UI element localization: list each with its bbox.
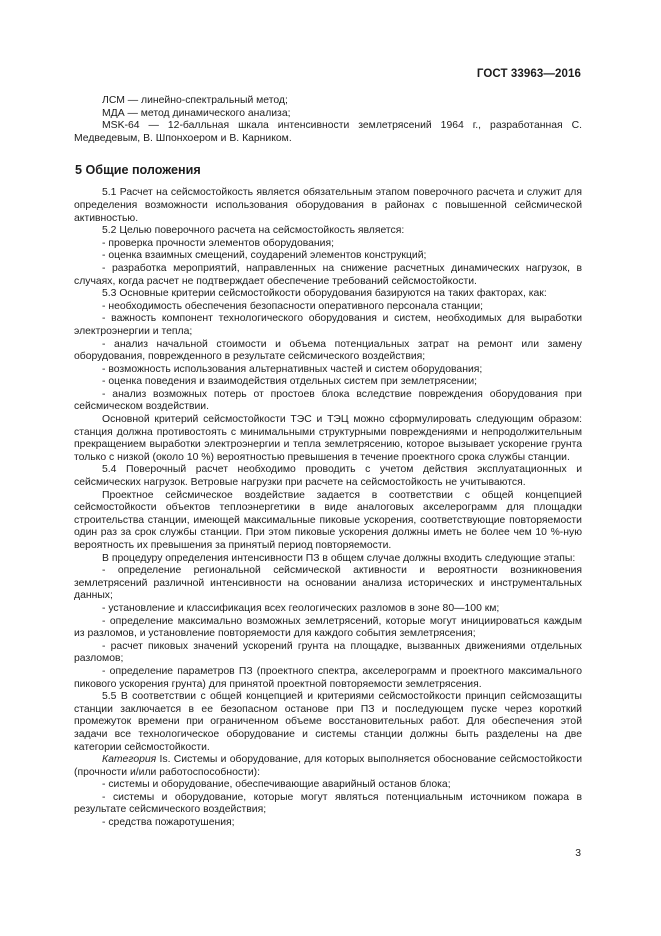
paragraph: 5.1 Расчет на сейсмостойкость является обязательным этапом поверочного расчета и служит для определения возможности использования оборудования в районах с повышенной сейсмической активностью. xyxy=(74,187,582,224)
category-label: Категория xyxy=(102,754,157,766)
list-item: - возможность использования альтернативных частей и систем оборудования; xyxy=(102,363,483,375)
list-item: - оценка взаимных смещений, соударений элементов конструкций; xyxy=(102,250,427,262)
list-item: - расчет пиковых значений ускорений грунта на площадке, вызванных движениями отдельных разломов; xyxy=(74,640,582,665)
abbreviation-line: MSK-64 — 12-балльная шкала интенсивности землетрясений 1964 г., разработанная С. Медведевым, В. Шпонхоером и В. Карником. xyxy=(74,120,582,144)
list-item: - определение региональной сейсмической активности и вероятности возникновения землетрясений различной интенсивности на основании анализа исторических и инструментальных данных; xyxy=(74,565,582,602)
list-item: - анализ возможных потерь от простоев блока вследствие повреждения оборудования при сейсмическом воздействии. xyxy=(74,388,582,413)
section-title: 5 Общие положения xyxy=(75,163,201,178)
paragraph: 5.3 Основные критерии сейсмостойкости оборудования базируются на таких факторах, как: xyxy=(102,288,547,300)
paragraph: 5.5 В соответствии с общей концепцией и критериями сейсмостойкости принцип сейсмозащиты станции заключается в ее безопасном останове при ПЗ и последующем пуске через короткий промежуток времени при ограниченном объеме восстановительных работ. Для обеспечения этой задачи все технологическое оборудование и системы станции должны быть разделены на две категории сейсмостойкости. xyxy=(74,691,582,753)
paragraph: Проектное сейсмическое воздействие задается в соответствии с общей концепцией сейсмостойкости объектов теплоэнергетики в виде аналоговых акселерограмм для площадки строительства станции, имеющей максимальные пиковые ускорения, соответствующие повторяемости один раз за срок службы станции. При этом пиковые ускорения должны иметь не более чем 10 %-ную вероятность их превышения за принятый период повторяемости. xyxy=(74,489,582,551)
list-item: - важность компонент технологического оборудования и систем, необходимых для выработки электроэнергии и тепла; xyxy=(74,313,582,337)
list-item: - установление и классификация всех геологических разломов в зоне 80—100 км; xyxy=(102,602,500,614)
abbreviation-line: ЛСМ — линейно-спектральный метод; xyxy=(102,95,288,106)
category-text: Is. Системы и оборудование, для которых выполняется обоснование сейсмостойкости (прочности и/или работоспособности): xyxy=(74,754,582,778)
page-number: 3 xyxy=(575,848,581,859)
paragraph: 5.4 Поверочный расчет необходимо проводить с учетом действия эксплуатационных и сейсмических нагрузок. Ветровые нагрузки при расчете на сейсмостойкость не учитываются. xyxy=(74,464,582,489)
list-item: - оценка поведения и взаимодействия отдельных систем при землетрясении; xyxy=(102,376,478,388)
list-item: - системы и оборудование, которые могут являться потенциальным источником пожара в результате сейсмического воздействия; xyxy=(74,791,582,816)
list-item: - проверка прочности элементов оборудования; xyxy=(102,237,334,249)
category-paragraph xyxy=(74,754,582,779)
list-item: - системы и оборудование, обеспечивающие аварийный останов блока; xyxy=(102,779,451,791)
list-item: - анализ начальной стоимости и объема потенциальных затрат на ремонт или замену оборудования, поврежденного в результате сейсмического воздействия; xyxy=(74,338,582,363)
list-item: - определение максимально возможных землетрясений, которые могут инициироваться каждым из разломов, и установление повторяемости для каждого события землетрясения; xyxy=(74,615,582,640)
list-item: - определение параметров ПЗ (проектного спектра, акселерограмм и проектного максимального пикового ускорения грунта) для принятой проектной повторяемости землетрясения. xyxy=(74,665,582,690)
paragraph: 5.2 Целью поверочного расчета на сейсмостойкость является: xyxy=(102,225,405,237)
standard-header: ГОСТ 33963—2016 xyxy=(476,68,581,80)
paragraph: Основной критерий сейсмостойкости ТЭС и ТЭЦ можно сформулировать следующим образом: станция должна противостоять с минимальными структурными повреждениями и непродолжительным прекращением выработки электроэнергии и тепла землетрясению, которое вызывает ускорение грунта только с низкой (около 10 %) вероятностью превышения в течение проектного срока службы станции. xyxy=(74,414,582,463)
paragraph: В процедуру определения интенсивности ПЗ в общем случае должны входить следующие этапы: xyxy=(102,552,576,564)
list-item: - разработка мероприятий, направленных на снижение расчетных динамических нагрузок, в случаях, когда расчет не подтверждает обеспечение требований сейсмостойкости. xyxy=(74,262,582,287)
abbreviation-line: МДА — метод динамического анализа; xyxy=(102,107,291,119)
list-item: - средства пожаротушения; xyxy=(102,817,235,829)
document-body xyxy=(74,95,582,830)
list-item: - необходимость обеспечения безопасности оперативного персонала станции; xyxy=(102,300,484,312)
